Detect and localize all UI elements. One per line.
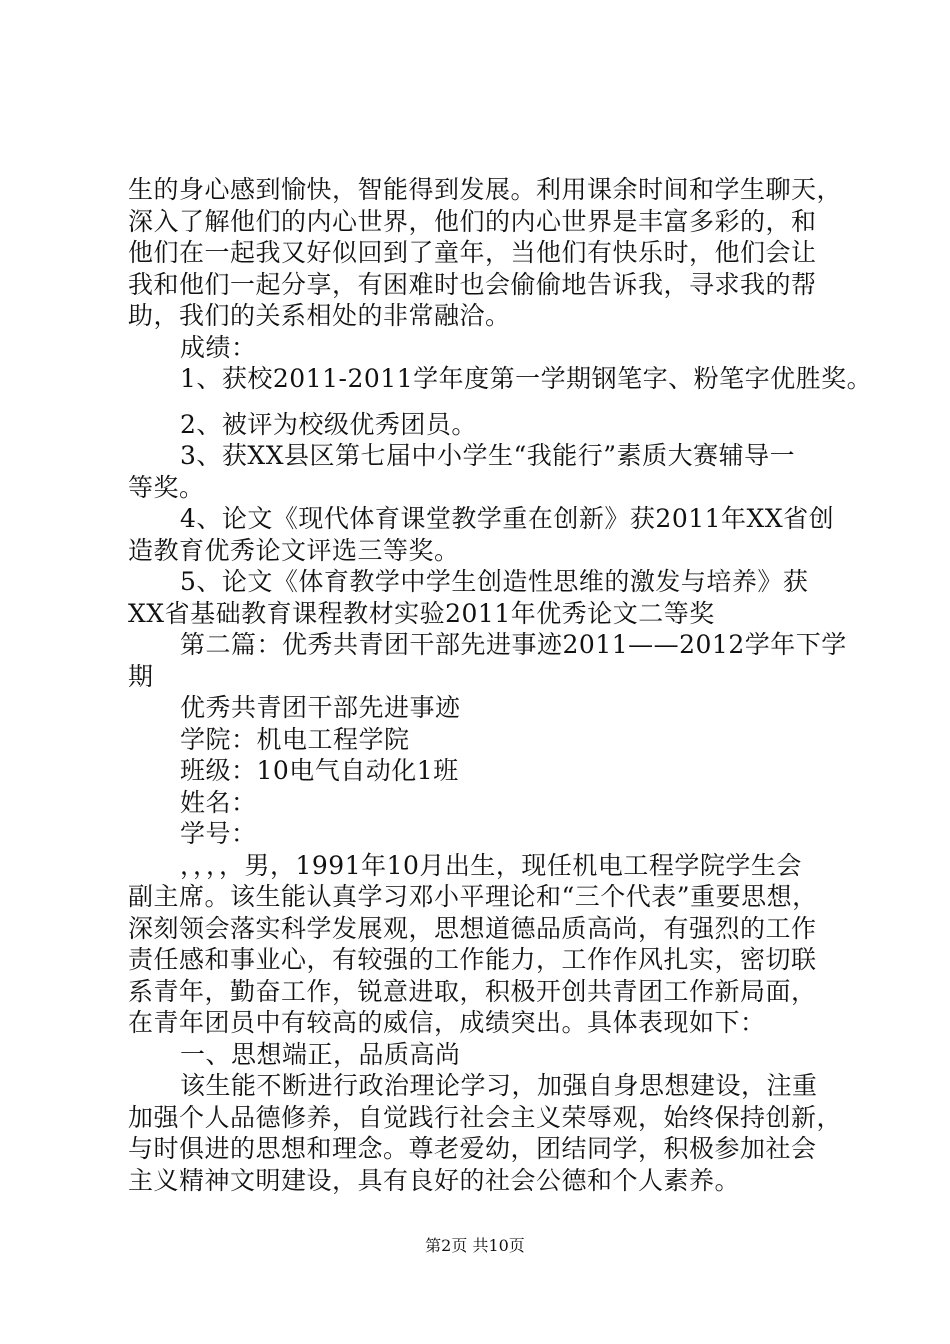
page-footer: 第2页 共10页 [425,1236,525,1255]
text-line: 班级：10电气自动化1班 [180,756,459,785]
text-line: 加强个人品德修养，自觉践行社会主义荣辱观，始终保持创新， [128,1102,843,1132]
text-line: 优秀共青团干部先进事迹 [180,693,461,722]
text-line: XX省基础教育课程教材实验2011年优秀论文二等奖 [128,598,715,628]
text-line: 学号： [180,819,257,848]
text-line: 姓名： [180,787,257,817]
text-line: 学院：机电工程学院 [180,724,410,754]
text-line: 生的身心感到愉快，智能得到发展。利用课余时间和学生聊天， [128,175,843,204]
text-line: 他们在一起我又好似回到了童年，当他们有快乐时，他们会让 [128,238,817,267]
text-line: 该生能不断进行政治理论学习，加强自身思想建设，注重 [180,1071,818,1100]
text-line: 4、论文《现代体育课堂教学重在创新》获2011年XX省创 [180,504,835,533]
text-line: 等奖。 [128,472,205,502]
document-body [128,174,873,1196]
text-line: 助，我们的关系相处的非常融洽。 [128,301,511,330]
text-line: 深刻领会落实科学发展观，思想道德品质高尚，有强烈的工作 [128,913,817,943]
text-line: 系青年，勤奋工作，锐意进取，积极开创共青团工作新局面， [128,976,817,1006]
text-line: 5、论文《体育教学中学生创造性思维的激发与培养》获 [180,567,809,596]
text-line: 期 [128,661,154,691]
text-line: 副主席。该生能认真学习邓小平理论和“三个代表”重要思想， [128,882,818,911]
text-line: 3、获XX县区第七届中小学生“我能行”素质大赛辅导一 [180,441,796,470]
text-line: 造教育优秀论文评选三等奖。 [128,535,460,565]
text-line: 我和他们一起分享，有困难时也会偷偷地告诉我，寻求我的帮 [128,269,817,299]
text-line: 成绩： [180,332,257,362]
text-line: 主义精神文明建设，具有良好的社会公德和个人素养。 [128,1165,741,1195]
text-line: ，，，，男，1991年10月出生，现任机电工程学院学生会 [180,850,802,880]
text-line: 深入了解他们的内心世界，他们的内心世界是丰富多彩的，和 [128,206,817,236]
text-line: 2、被评为校级优秀团员。 [180,409,477,439]
text-line: 一、思想端正，品质高尚 [180,1039,461,1069]
text-line: 在青年团员中有较高的威信，成绩突出。具体表现如下： [128,1008,766,1037]
text-line: 责任感和事业心，有较强的工作能力，工作作风扎实，密切联 [128,945,817,974]
text-line: 1、获校2011-2011学年度第一学期钢笔字、粉笔字优胜奖。 [180,364,873,393]
text-line: 第二篇：优秀共青团干部先进事迹2011——2012学年下学 [180,630,847,659]
text-line: 与时俱进的思想和理念。尊老爱幼，团结同学，积极参加社会 [128,1134,817,1163]
